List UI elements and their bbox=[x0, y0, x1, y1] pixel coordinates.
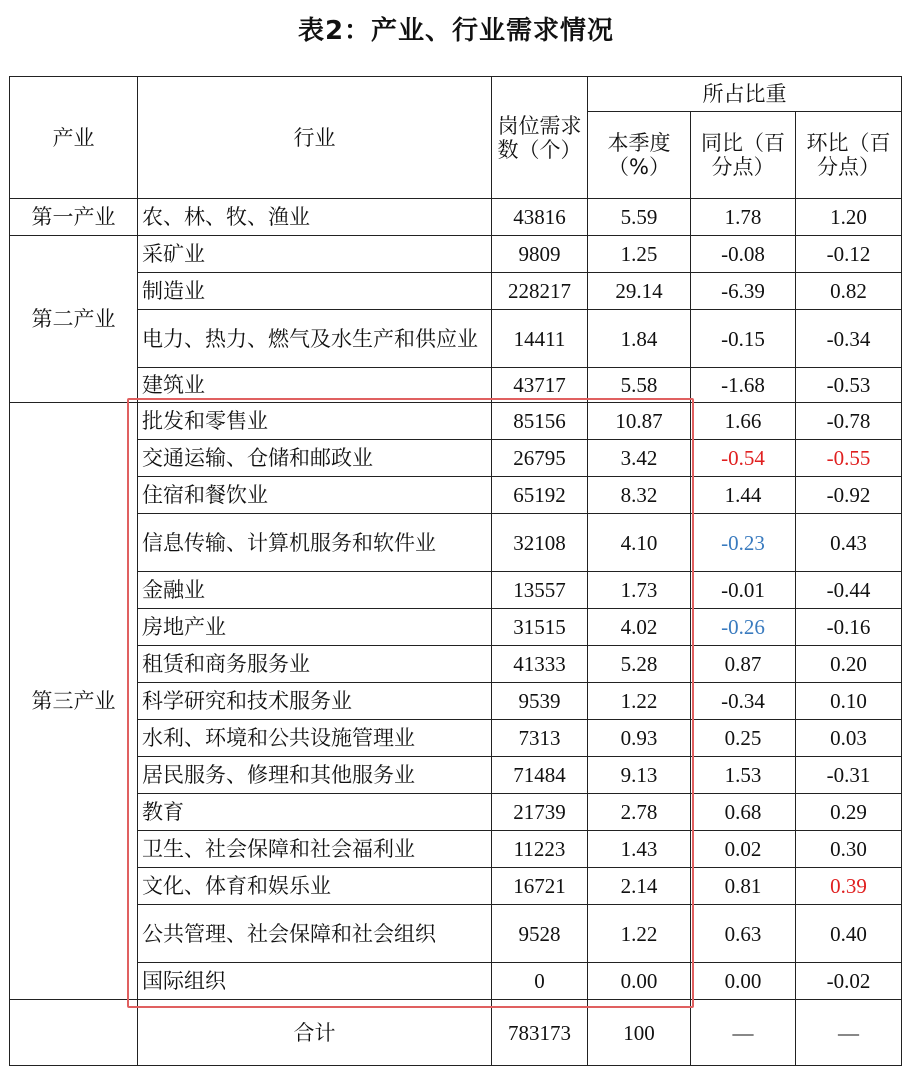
yoy-cell: -0.08 bbox=[691, 236, 796, 273]
demand-cell: 43816 bbox=[492, 199, 588, 236]
qoq-cell: -0.44 bbox=[796, 572, 902, 609]
demand-cell: 16721 bbox=[492, 868, 588, 905]
table-row bbox=[10, 609, 902, 646]
table-row bbox=[10, 868, 902, 905]
industry-cell: 租赁和商务服务业 bbox=[138, 646, 492, 683]
industry-cell: 农、林、牧、渔业 bbox=[138, 199, 492, 236]
total-demand: 783173 bbox=[492, 1000, 588, 1066]
yoy-cell: -6.39 bbox=[691, 273, 796, 310]
qoq-cell: 0.10 bbox=[796, 683, 902, 720]
demand-cell: 0 bbox=[492, 963, 588, 1000]
yoy-cell: 1.78 bbox=[691, 199, 796, 236]
share-cell: 4.02 bbox=[588, 609, 691, 646]
total-row bbox=[10, 1000, 902, 1066]
yoy-cell: 1.44 bbox=[691, 477, 796, 514]
industry-cell: 公共管理、社会保障和社会组织 bbox=[138, 905, 492, 963]
industry-cell: 居民服务、修理和其他服务业 bbox=[138, 757, 492, 794]
share-cell: 1.84 bbox=[588, 310, 691, 368]
header-qoq: 环比（百分点） bbox=[796, 112, 902, 199]
table-row bbox=[10, 310, 902, 368]
demand-cell: 65192 bbox=[492, 477, 588, 514]
table-row bbox=[10, 683, 902, 720]
industry-cell: 采矿业 bbox=[138, 236, 492, 273]
share-cell: 9.13 bbox=[588, 757, 691, 794]
table-row bbox=[10, 368, 902, 403]
share-cell: 29.14 bbox=[588, 273, 691, 310]
demand-cell: 13557 bbox=[492, 572, 588, 609]
qoq-cell: -0.92 bbox=[796, 477, 902, 514]
demand-cell: 9528 bbox=[492, 905, 588, 963]
share-cell: 5.28 bbox=[588, 646, 691, 683]
total-qoq: — bbox=[796, 1000, 902, 1066]
demand-cell: 228217 bbox=[492, 273, 588, 310]
share-cell: 0.00 bbox=[588, 963, 691, 1000]
table-row bbox=[10, 905, 902, 963]
header-demand: 岗位需求数（个） bbox=[492, 77, 588, 199]
share-cell: 8.32 bbox=[588, 477, 691, 514]
table-row bbox=[10, 514, 902, 572]
industry-cell: 教育 bbox=[138, 794, 492, 831]
industry-cell: 批发和零售业 bbox=[138, 403, 492, 440]
qoq-cell: -0.53 bbox=[796, 368, 902, 403]
table-row bbox=[10, 236, 902, 273]
yoy-cell: 0.00 bbox=[691, 963, 796, 1000]
yoy-cell: -0.15 bbox=[691, 310, 796, 368]
share-cell: 3.42 bbox=[588, 440, 691, 477]
yoy-cell: -0.34 bbox=[691, 683, 796, 720]
table-row bbox=[10, 477, 902, 514]
industry-cell: 建筑业 bbox=[138, 368, 492, 403]
demand-cell: 9809 bbox=[492, 236, 588, 273]
sector-primary: 第一产业 bbox=[10, 199, 138, 236]
table-row bbox=[10, 646, 902, 683]
industry-cell: 住宿和餐饮业 bbox=[138, 477, 492, 514]
table-row bbox=[10, 831, 902, 868]
yoy-cell: 0.68 bbox=[691, 794, 796, 831]
demand-cell: 14411 bbox=[492, 310, 588, 368]
table-row bbox=[10, 199, 902, 236]
demand-cell: 71484 bbox=[492, 757, 588, 794]
industry-cell: 金融业 bbox=[138, 572, 492, 609]
table-row bbox=[10, 572, 902, 609]
yoy-cell: 0.02 bbox=[691, 831, 796, 868]
qoq-cell: -0.12 bbox=[796, 236, 902, 273]
share-cell: 1.43 bbox=[588, 831, 691, 868]
table-row bbox=[10, 403, 902, 440]
demand-cell: 9539 bbox=[492, 683, 588, 720]
qoq-cell: 1.20 bbox=[796, 199, 902, 236]
demand-cell: 26795 bbox=[492, 440, 588, 477]
demand-cell: 11223 bbox=[492, 831, 588, 868]
table-row bbox=[10, 440, 902, 477]
qoq-cell: 0.30 bbox=[796, 831, 902, 868]
qoq-cell: -0.34 bbox=[796, 310, 902, 368]
table-row bbox=[10, 720, 902, 757]
industry-cell: 房地产业 bbox=[138, 609, 492, 646]
qoq-cell-highlighted: 0.39 bbox=[796, 868, 902, 905]
yoy-cell: 0.81 bbox=[691, 868, 796, 905]
share-cell: 5.58 bbox=[588, 368, 691, 403]
sector-tertiary: 第三产业 bbox=[10, 403, 138, 1000]
industry-cell: 文化、体育和娱乐业 bbox=[138, 868, 492, 905]
yoy-cell: 0.25 bbox=[691, 720, 796, 757]
demand-cell: 21739 bbox=[492, 794, 588, 831]
qoq-cell: -0.02 bbox=[796, 963, 902, 1000]
qoq-cell: 0.20 bbox=[796, 646, 902, 683]
demand-cell: 31515 bbox=[492, 609, 588, 646]
table-row bbox=[10, 963, 902, 1000]
header-this-quarter: 本季度（%） bbox=[588, 112, 691, 199]
sector-secondary: 第二产业 bbox=[10, 236, 138, 403]
share-cell: 0.93 bbox=[588, 720, 691, 757]
yoy-cell-highlighted: -0.26 bbox=[691, 609, 796, 646]
demand-cell: 32108 bbox=[492, 514, 588, 572]
share-cell: 1.73 bbox=[588, 572, 691, 609]
demand-cell: 43717 bbox=[492, 368, 588, 403]
yoy-cell: 0.63 bbox=[691, 905, 796, 963]
share-cell: 4.10 bbox=[588, 514, 691, 572]
share-cell: 2.14 bbox=[588, 868, 691, 905]
yoy-cell: -1.68 bbox=[691, 368, 796, 403]
total-empty-cell bbox=[10, 1000, 138, 1066]
qoq-cell: 0.03 bbox=[796, 720, 902, 757]
industry-cell: 交通运输、仓储和邮政业 bbox=[138, 440, 492, 477]
total-yoy: — bbox=[691, 1000, 796, 1066]
share-cell: 2.78 bbox=[588, 794, 691, 831]
qoq-cell: 0.29 bbox=[796, 794, 902, 831]
demand-cell: 7313 bbox=[492, 720, 588, 757]
yoy-cell-highlighted: -0.54 bbox=[691, 440, 796, 477]
industry-cell: 卫生、社会保障和社会福利业 bbox=[138, 831, 492, 868]
share-cell: 1.22 bbox=[588, 683, 691, 720]
industry-cell: 信息传输、计算机服务和软件业 bbox=[138, 514, 492, 572]
header-yoy: 同比（百分点） bbox=[691, 112, 796, 199]
header-industry-sector: 产业 bbox=[10, 77, 138, 199]
demand-cell: 85156 bbox=[492, 403, 588, 440]
industry-cell: 科学研究和技术服务业 bbox=[138, 683, 492, 720]
header-industry: 行业 bbox=[138, 77, 492, 199]
share-cell: 5.59 bbox=[588, 199, 691, 236]
header-share-group: 所占比重 bbox=[588, 77, 902, 112]
qoq-cell: 0.43 bbox=[796, 514, 902, 572]
table-row bbox=[10, 794, 902, 831]
table-title: 表2：产业、行业需求情况 bbox=[297, 16, 615, 46]
industry-cell: 国际组织 bbox=[138, 963, 492, 1000]
yoy-cell: -0.01 bbox=[691, 572, 796, 609]
industry-cell: 制造业 bbox=[138, 273, 492, 310]
share-cell: 1.22 bbox=[588, 905, 691, 963]
industry-demand-table bbox=[9, 76, 902, 1066]
yoy-cell: 1.66 bbox=[691, 403, 796, 440]
table-row bbox=[10, 757, 902, 794]
yoy-cell: 0.87 bbox=[691, 646, 796, 683]
qoq-cell: -0.31 bbox=[796, 757, 902, 794]
qoq-cell: 0.82 bbox=[796, 273, 902, 310]
qoq-cell: -0.78 bbox=[796, 403, 902, 440]
qoq-cell-highlighted: -0.55 bbox=[796, 440, 902, 477]
industry-cell: 电力、热力、燃气及水生产和供应业 bbox=[138, 310, 492, 368]
total-label: 合计 bbox=[138, 1000, 492, 1066]
qoq-cell: -0.16 bbox=[796, 609, 902, 646]
total-share: 100 bbox=[588, 1000, 691, 1066]
table-row bbox=[10, 273, 902, 310]
share-cell: 10.87 bbox=[588, 403, 691, 440]
yoy-cell: 1.53 bbox=[691, 757, 796, 794]
demand-cell: 41333 bbox=[492, 646, 588, 683]
share-cell: 1.25 bbox=[588, 236, 691, 273]
yoy-cell-highlighted: -0.23 bbox=[691, 514, 796, 572]
industry-cell: 水利、环境和公共设施管理业 bbox=[138, 720, 492, 757]
qoq-cell: 0.40 bbox=[796, 905, 902, 963]
